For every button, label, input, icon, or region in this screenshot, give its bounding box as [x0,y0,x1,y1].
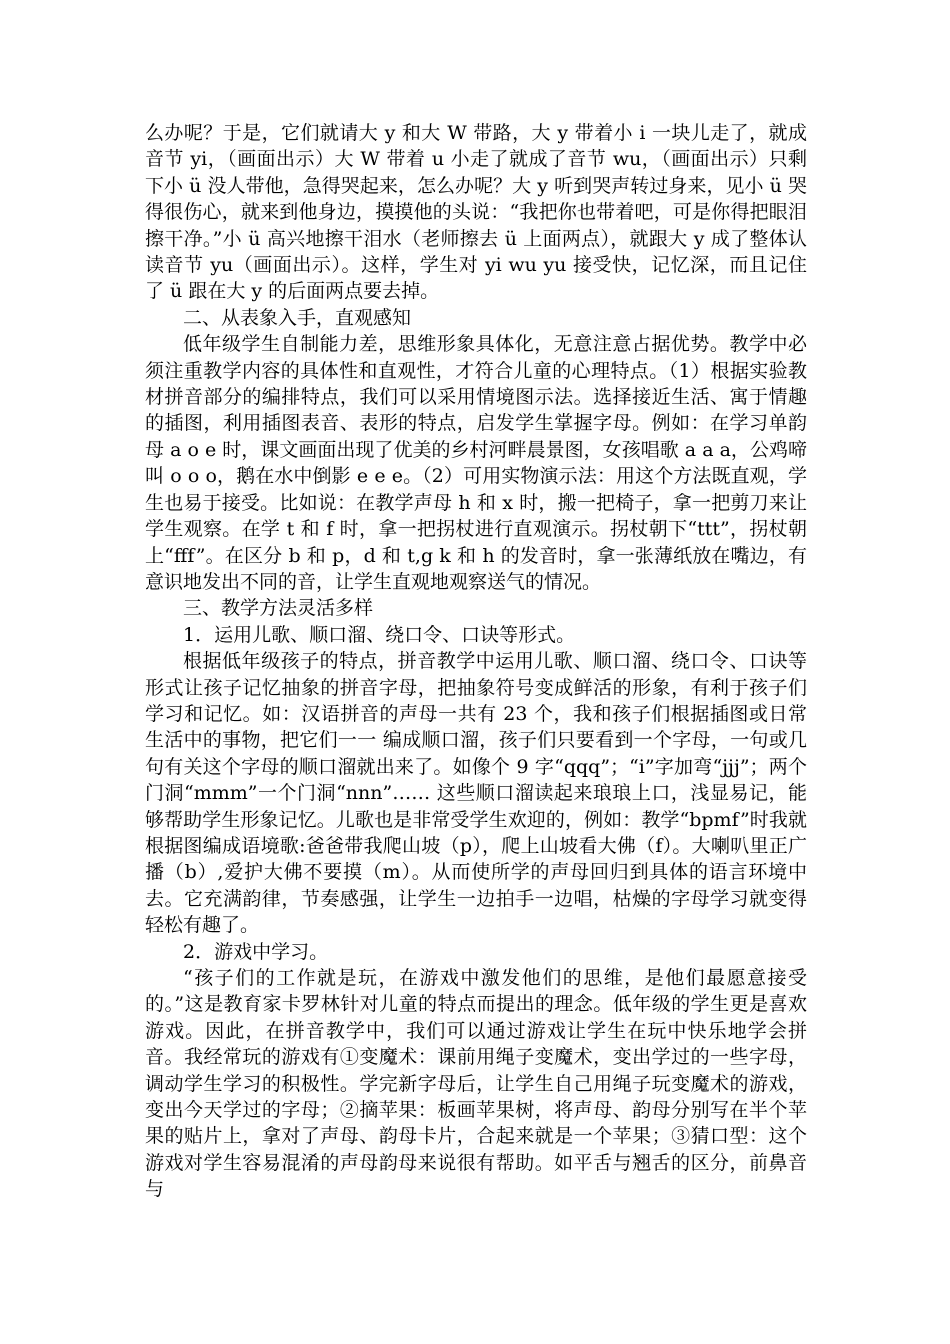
subheading-games: 2．游戏中学习。 [183,940,329,963]
section-heading-3: 三、教学方法灵活多样 [183,597,374,620]
paragraph-continuation: 么办呢？于是，它们就请大 y 和大 W 带路，大 y 带着小 i 一块儿走了，就成音节 yi，（画面出示）大 W 带着 u 小走了就成了音节 wu，（画面出示）只剩下小 ü 没人带他，急得哭起来，怎么办呢？大 y 听到哭声转过身来，见小 ü 哭得很伤心，就来到他身边，摸摸他的头说：“我把你也带着吧，可是你得把眼泪擦干净。”小 ü 高兴地擦干泪水（老师擦去 ü 上面两点），就跟大 y 成了整体认读音节 yu（画面出示）。这样，学生对 yi wu yu 接受快，记忆深，而且记住了 ü 跟在大 y 的后面两点要去掉。 [145,122,807,303]
paragraph-games: “孩子们的工作就是玩，在游戏中激发他们的思维，是他们最愿意接受的。”这是教育家卡罗林针对儿童的特点而提出的理念。低年级的学生更是喜欢游戏。因此，在拼音教学中，我们可以通过游戏让学生在玩中快乐地学会拼音。我经常玩的游戏有①变魔术：课前用绳子变魔术，变出学过的一些字母，调动学生学习的积极性。学完新字母后，让学生自己用绳子玩变魔术的游戏，变出今天学过的字母；②摘苹果：板画苹果树，将声母、韵母分别写在半个苹果的贴片上，拿对了声母、韵母卡片，合起来就是一个苹果；③猜口型：这个游戏对学生容易混淆的声母韵母来说很有帮助。如平舌与翘舌的区分，前鼻音与 [145,967,807,1201]
paragraph-rhymes: 根据低年级孩子的特点，拼音教学中运用儿歌、顺口溜、绕口令、口诀等形式让孩子记忆抽象的拼音字母，把抽象符号变成鲜活的形象，有利于孩子们学习和记忆。如：汉语拼音的声母一共有 23 个，我和孩子们根据插图或日常生活中的事物，把它们一一 编成顺口溜，孩子们只要看到一个字母，一句或几句有关这个字母的顺口溜就出来了。如像个 9 字“qqq”；“i”字加弯“jjj”；两个门洞“mmm”一个门洞“nnn”…… 这些顺口溜读起来琅琅上口，浅显易记，能够帮助学生形象记忆。儿歌也是非常受学生欢迎的，例如：教学“bpmf”时我就根据图编成语境歌:爸爸带我爬山坡（p），爬上山坡看大佛（f）。大喇叭里正广播（b）,爱护大佛不要摸（m）。从而使所学的声母回归到具体的语言环境中去。它充满韵律，节奏感强，让学生一边拍手一边唱，枯燥的字母学习就变得轻松有趣了。 [145,650,807,937]
document-body [145,120,807,1203]
subheading-rhymes: 1．运用儿歌、顺口溜、绕口令、口诀等形式。 [183,623,576,646]
paragraph-visual-methods: 低年级学生自制能力差，思维形象具体化，无意注意占据优势。教学中必须注重教学内容的具体性和直观性，才符合儿童的心理特点。（1）根据实验教材拼音部分的编排特点，我们可以采用情境图示法。选择接近生活、寓于情趣的插图，利用插图表音、表形的特点，启发学生掌握字母。例如：在学习单韵母 a o e 时，课文画面出现了优美的乡村河畔晨景图，女孩唱歌 a a a，公鸡啼叫 o o o，鹅在水中倒影 e e e。（2）可用实物演示法：用这个方法既直观，学生也易于接受。比如说：在教学声母 h 和 x 时，搬一把椅子，拿一把剪刀来让学生观察。在学 t 和 f 时，拿一把拐杖进行直观演示。拐杖朝下“ttt”，拐杖朝上“fff”。在区分 b 和 p，d 和 t,g k 和 h 的发音时，拿一张薄纸放在嘴边，有意识地发出不同的音，让学生直观地观察送气的情况。 [145,333,807,593]
section-heading-2: 二、从表象入手，直观感知 [183,306,412,329]
